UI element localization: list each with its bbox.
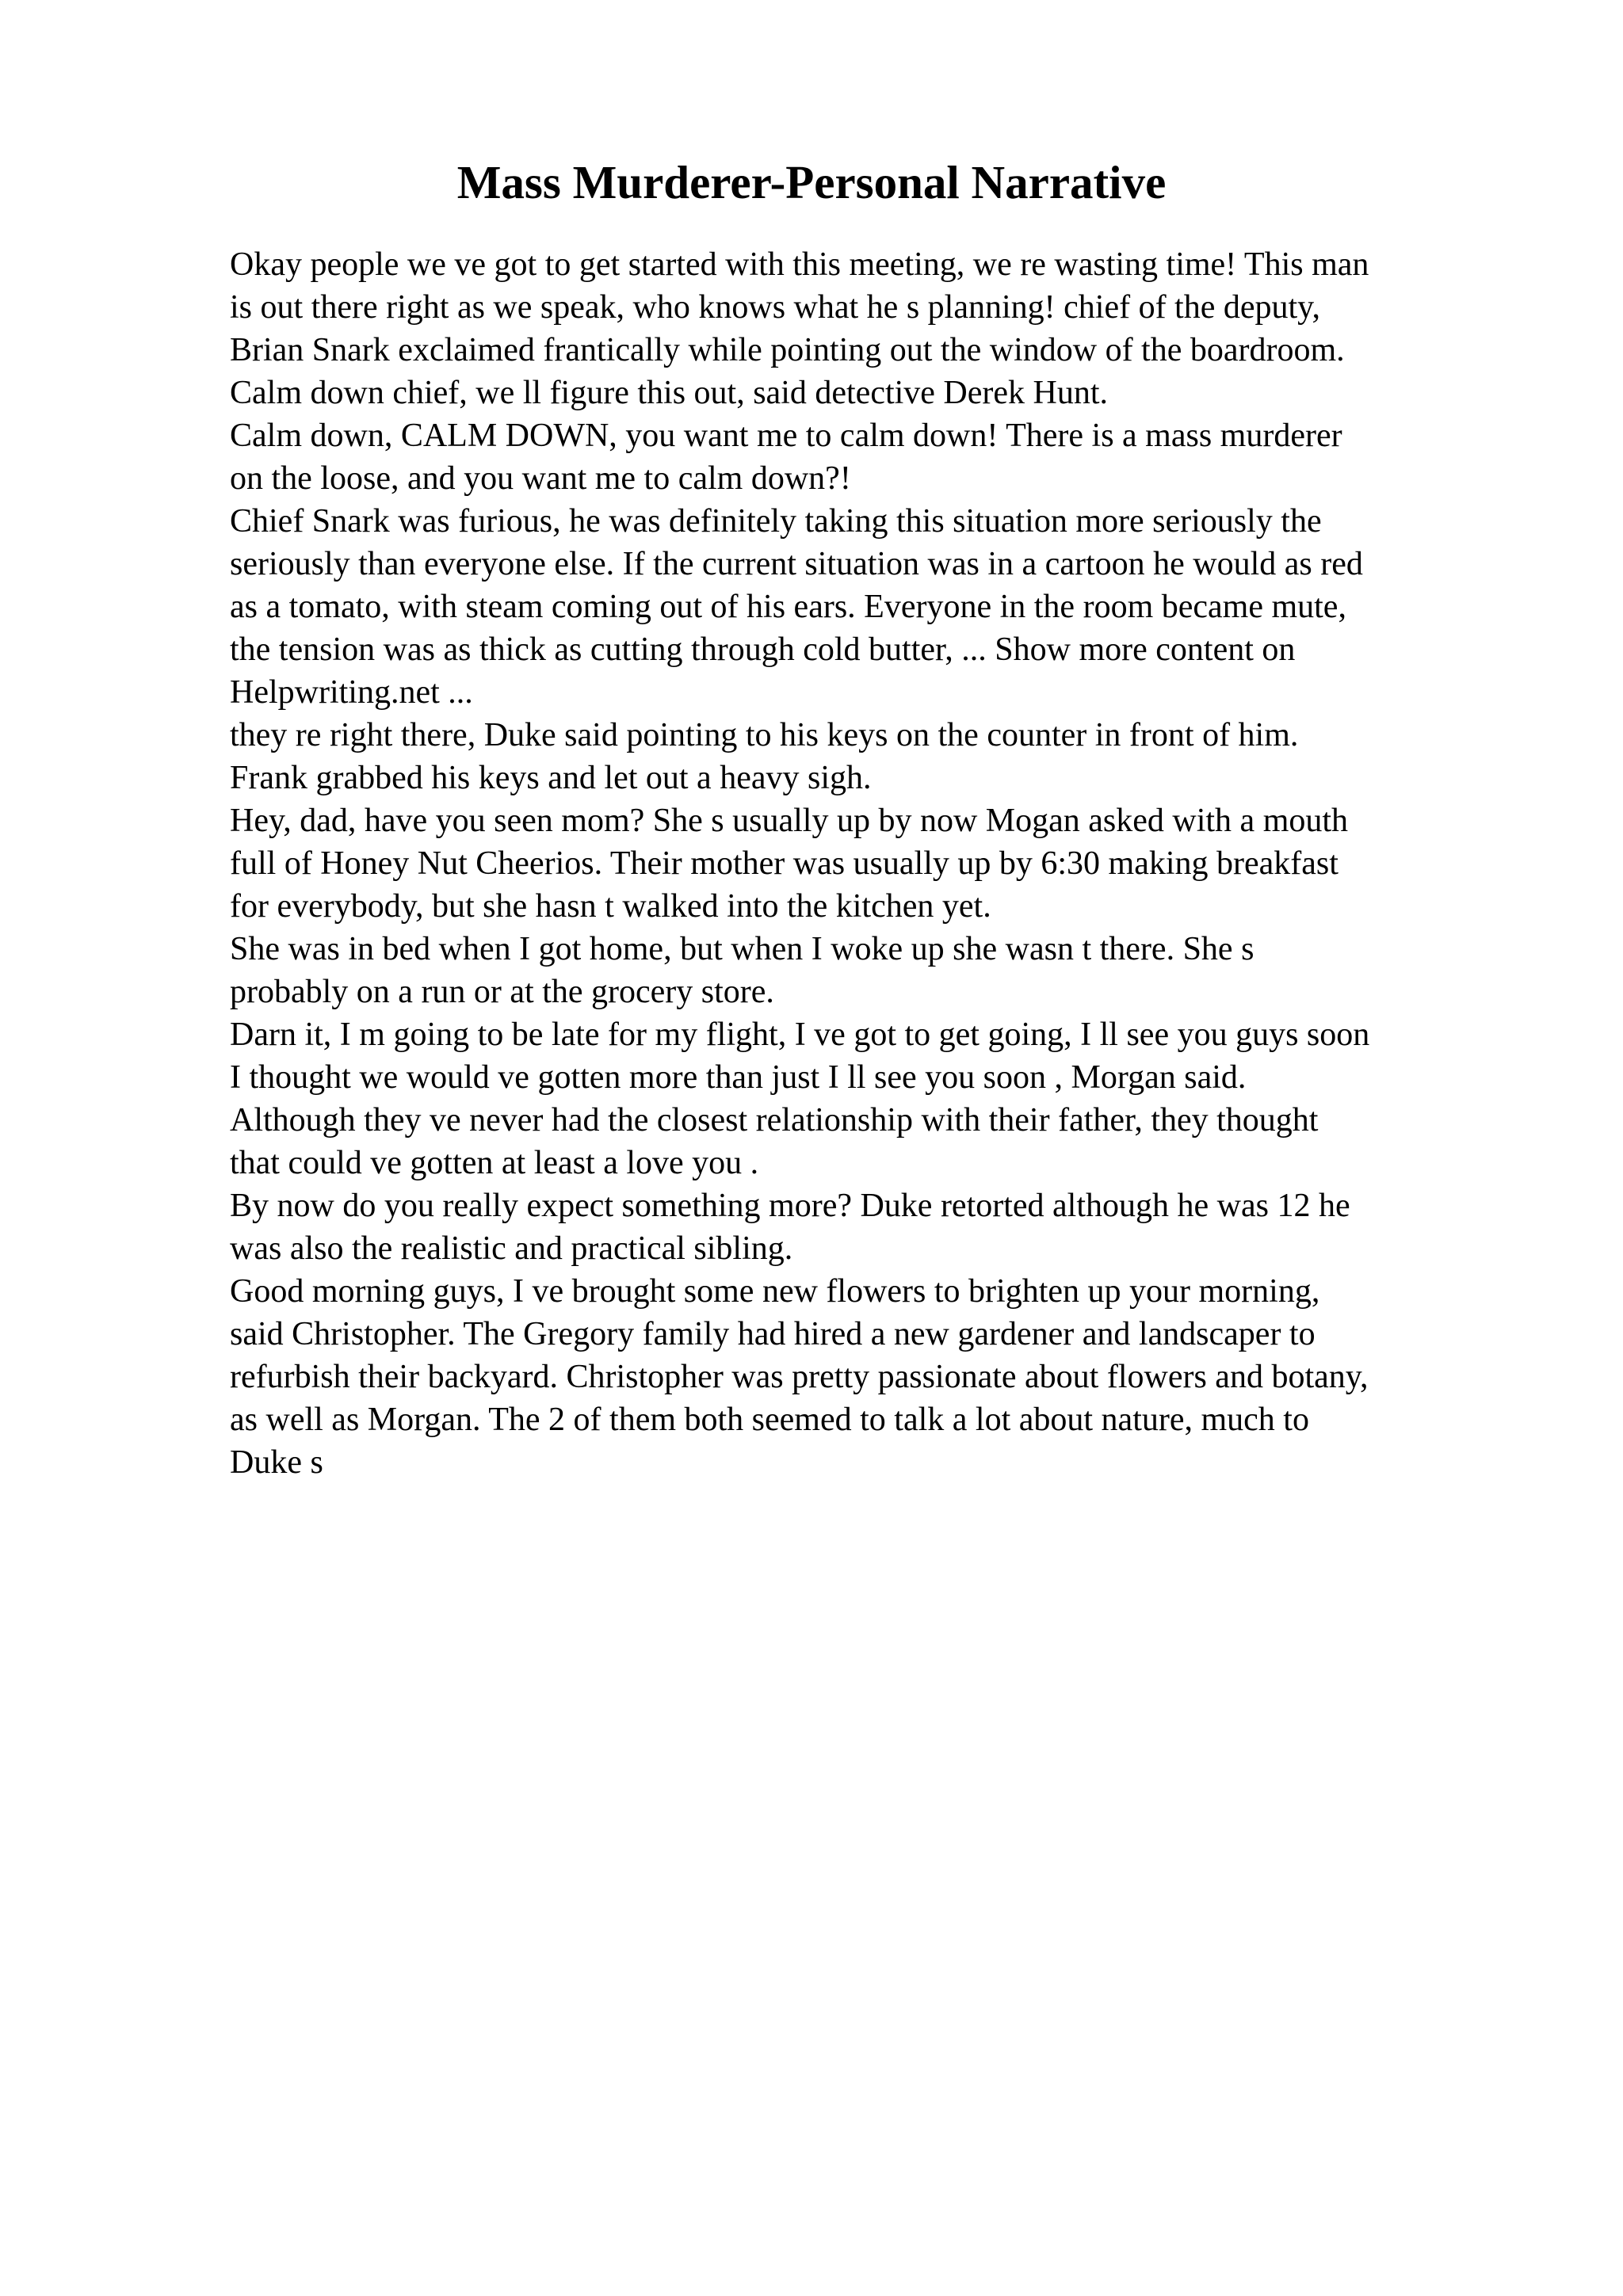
- page-title: Mass Murderer-Personal Narrative: [456, 156, 1167, 208]
- text-line: probably on a run or at the grocery store.: [230, 974, 774, 1010]
- text-line: full of Honey Nut Cheerios. Their mother was usually up by 6:30 making breakfast: [230, 845, 1338, 882]
- text-line: is out there right as we speak, who knows what he s planning! chief of the deputy,: [230, 289, 1320, 326]
- text-line: on the loose, and you want me to calm down?!: [230, 460, 851, 497]
- text-line: that could ve gotten at least a love you .: [230, 1145, 759, 1181]
- text-line: was also the realistic and practical sibling.: [230, 1230, 793, 1267]
- text-line: they re right there, Duke said pointing to his keys on the counter in front of him.: [230, 717, 1299, 753]
- text-line: as a tomato, with steam coming out of his ears. Everyone in the room became mute,: [230, 589, 1346, 625]
- text-line: By now do you really expect something more? Duke retorted although he was 12 he: [230, 1188, 1350, 1224]
- text-line: Calm down, CALM DOWN, you want me to calm down! There is a mass murderer: [230, 418, 1342, 454]
- text-line: the tension was as thick as cutting through cold butter, ... Show more content on: [230, 631, 1296, 668]
- text-line: for everybody, but she hasn t walked into the kitchen yet.: [230, 888, 991, 925]
- text-line: I thought we would ve gotten more than just I ll see you soon , Morgan said.: [230, 1059, 1247, 1096]
- text-line: Duke s: [230, 1444, 323, 1481]
- text-line: She was in bed when I got home, but when I woke up she wasn t there. She s: [230, 931, 1254, 967]
- text-line: Frank grabbed his keys and let out a heavy sigh.: [230, 760, 872, 796]
- text-line: refurbish their backyard. Christopher was pretty passionate about flowers and botany,: [230, 1359, 1369, 1395]
- text-line: Chief Snark was furious, he was definitely taking this situation more seriously the: [230, 503, 1322, 540]
- text-line: said Christopher. The Gregory family had hired a new gardener and landscaper to: [230, 1316, 1316, 1352]
- text-line: as well as Morgan. The 2 of them both seemed to talk a lot about nature, much to: [230, 1402, 1309, 1438]
- text-line: Good morning guys, I ve brought some new flowers to brighten up your morning,: [230, 1273, 1320, 1310]
- text-line: Hey, dad, have you seen mom? She s usually up by now Mogan asked with a mouth: [230, 803, 1349, 839]
- text-line: Calm down chief, we ll figure this out, said detective Derek Hunt.: [230, 375, 1109, 411]
- narrative-body: [230, 243, 1514, 1484]
- text-line: Although they ve never had the closest relationship with their father, they thought: [230, 1102, 1319, 1138]
- text-line: Okay people we ve got to get started with this meeting, we re wasting time! This man: [230, 246, 1369, 283]
- text-line: Darn it, I m going to be late for my flight, I ve got to get going, I ll see you guys soon: [230, 1016, 1370, 1053]
- text-line: Brian Snark exclaimed frantically while pointing out the window of the boardroom.: [230, 332, 1345, 368]
- text-line: seriously than everyone else. If the current situation was in a cartoon he would as red: [230, 546, 1363, 582]
- text-line: Helpwriting.net ...: [230, 674, 473, 711]
